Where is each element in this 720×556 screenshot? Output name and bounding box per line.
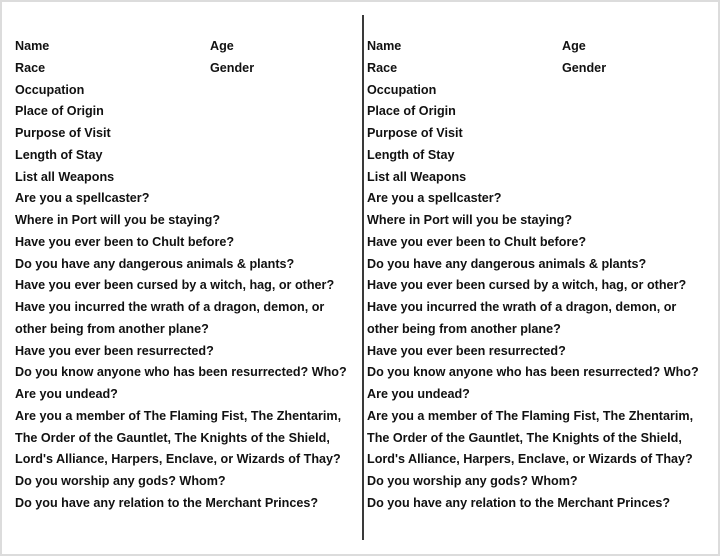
form-field-label: Are you a member of The Flaming Fist, The Zhentarim,	[367, 408, 694, 423]
form-field-row	[15, 167, 360, 189]
form-field-row	[15, 275, 360, 297]
form-field-label-secondary: Gender	[210, 60, 255, 75]
form-field-label: Place of Origin	[15, 104, 104, 119]
form-field-label: Have you ever been resurrected?	[15, 343, 214, 358]
form-field-row	[367, 188, 712, 210]
form-field-label-secondary: Age	[562, 39, 586, 53]
form-field-label: Race	[367, 60, 398, 75]
form-field-row	[367, 471, 712, 493]
form-field-label: Are you undead?	[367, 387, 470, 401]
form-field-label: Have you ever been resurrected?	[367, 343, 566, 358]
form-field-row	[367, 232, 712, 254]
form-column-left	[15, 36, 360, 515]
form-field-label: Lord's Alliance, Harpers, Enclave, or Wizards of Thay?	[367, 452, 693, 467]
form-field-label: other being from another plane?	[367, 321, 561, 336]
form-field-label: Purpose of Visit	[367, 126, 463, 140]
form-field-row	[367, 493, 712, 515]
form-field-label: List all Weapons	[367, 169, 467, 184]
form-field-row	[15, 210, 360, 232]
form-field-label: Where in Port will you be staying?	[367, 213, 573, 227]
form-field-row	[15, 232, 360, 254]
form-field-row	[367, 384, 712, 406]
form-field-row	[15, 80, 360, 102]
form-field-row	[367, 297, 712, 319]
form-column-right	[367, 36, 712, 515]
form-field-label: Name	[15, 39, 50, 53]
form-field-label: Do you know anyone who has been resurrected? Who?	[15, 365, 347, 380]
form-field-row	[367, 254, 712, 276]
form-field-label: Are you a spellcaster?	[15, 191, 150, 206]
form-field-label: Are you undead?	[15, 387, 118, 401]
form-field-row	[15, 362, 360, 384]
form-field-row	[15, 384, 360, 406]
form-field-label: Do you have any dangerous animals & plants?	[15, 256, 295, 271]
form-field-label: Race	[15, 60, 46, 75]
form-field-row	[15, 254, 360, 276]
form-field-label: Purpose of Visit	[15, 126, 111, 140]
form-field-label: Do you worship any gods? Whom?	[15, 474, 226, 488]
form-field-row	[367, 428, 712, 450]
form-field-row	[15, 428, 360, 450]
form-field-label: Have you ever been to Chult before?	[15, 234, 235, 249]
form-field-label: The Order of the Gauntlet, The Knights of the Shield,	[367, 430, 682, 445]
form-field-row	[15, 101, 360, 123]
column-divider	[362, 15, 364, 540]
form-field-label: Have you ever been cursed by a witch, hag, or other?	[15, 278, 335, 293]
form-field-label-secondary: Gender	[562, 60, 607, 75]
form-field-row	[367, 210, 712, 232]
form-field-row	[367, 341, 712, 363]
form-field-row	[367, 449, 712, 471]
form-field-label: List all Weapons	[15, 169, 115, 184]
form-field-label: other being from another plane?	[15, 321, 209, 336]
form-field-row	[15, 406, 360, 428]
form-field-label: Do you have any relation to the Merchant Princes?	[15, 495, 319, 510]
form-field-label: Do you know anyone who has been resurrected? Who?	[367, 365, 699, 380]
form-field-row	[367, 145, 712, 167]
form-field-row	[15, 449, 360, 471]
form-field-label: Do you have any relation to the Merchant Princes?	[367, 495, 671, 510]
form-field-label: Have you incurred the wrath of a dragon, demon, or	[15, 300, 325, 314]
form-field-label-secondary: Age	[210, 39, 234, 53]
form-field-row	[15, 341, 360, 363]
form-field-label: Where in Port will you be staying?	[15, 213, 221, 227]
form-field-label: Do you have any dangerous animals & plants?	[367, 256, 647, 271]
form-field-row	[15, 188, 360, 210]
form-field-row	[15, 145, 360, 167]
form-field-label: Length of Stay	[367, 147, 455, 162]
form-field-row	[367, 362, 712, 384]
form-field-label: Have you incurred the wrath of a dragon, demon, or	[367, 300, 677, 314]
form-field-label: Name	[367, 39, 402, 53]
form-field-row	[15, 471, 360, 493]
form-field-row	[367, 123, 712, 145]
form-field-label: Length of Stay	[15, 147, 103, 162]
form-field-row	[367, 58, 712, 80]
form-field-label: Do you worship any gods? Whom?	[367, 474, 578, 488]
form-field-row	[367, 36, 712, 58]
form-field-label: The Order of the Gauntlet, The Knights of the Shield,	[15, 430, 330, 445]
form-field-row	[15, 36, 360, 58]
form-field-row	[15, 123, 360, 145]
form-field-label: Occupation	[15, 82, 85, 97]
form-field-row	[15, 58, 360, 80]
form-field-row	[367, 167, 712, 189]
form-field-row	[367, 406, 712, 428]
form-field-label: Occupation	[367, 82, 437, 97]
form-field-row	[15, 297, 360, 319]
form-field-label: Are you a spellcaster?	[367, 191, 502, 206]
form-field-label: Have you ever been to Chult before?	[367, 234, 587, 249]
form-field-label: Are you a member of The Flaming Fist, The Zhentarim,	[15, 408, 342, 423]
form-field-row	[367, 275, 712, 297]
form-field-row	[15, 493, 360, 515]
form-field-row	[367, 80, 712, 102]
form-field-label: Have you ever been cursed by a witch, hag, or other?	[367, 278, 687, 293]
form-field-label: Lord's Alliance, Harpers, Enclave, or Wizards of Thay?	[15, 452, 341, 467]
form-field-row	[367, 101, 712, 123]
form-field-row	[15, 319, 360, 341]
form-field-label: Place of Origin	[367, 104, 456, 119]
form-field-row	[367, 319, 712, 341]
